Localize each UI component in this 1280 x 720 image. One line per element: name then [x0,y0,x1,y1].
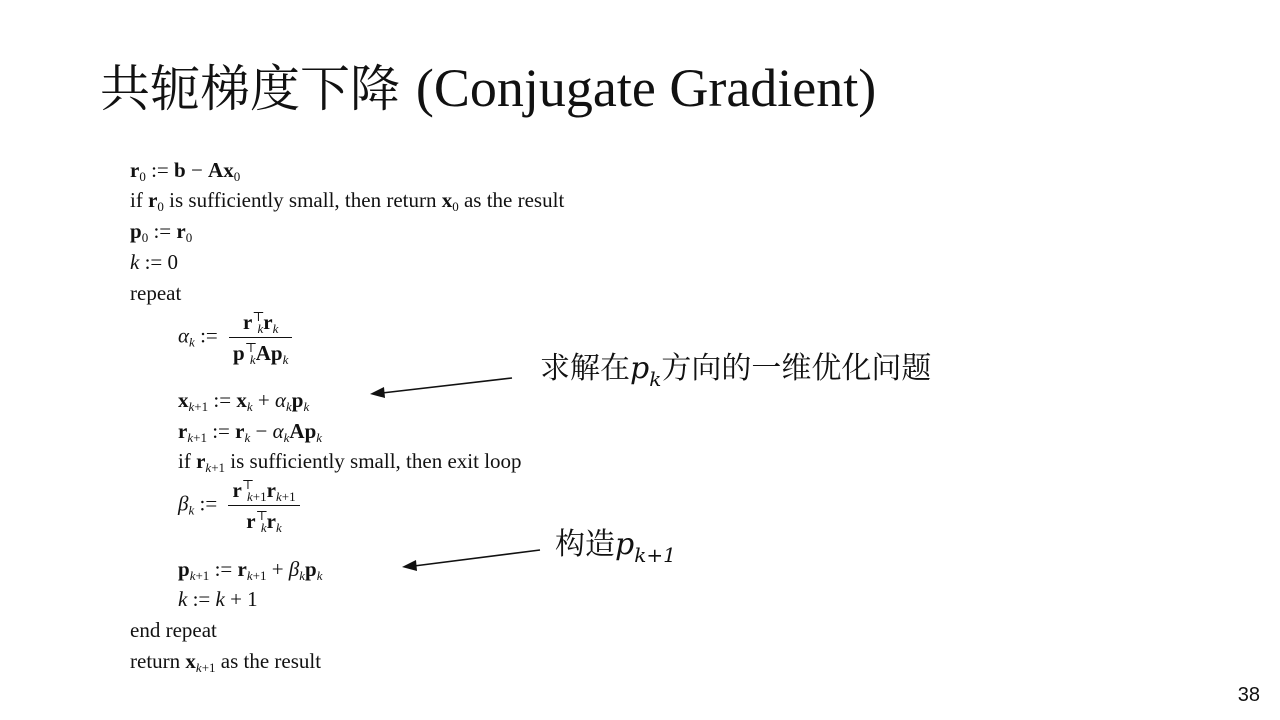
as-result-text: as the result [458,188,565,212]
note1-var: p [630,351,650,386]
if-keyword: if [178,449,197,473]
note1-suffix: 方向的一维优化问题 [661,351,932,386]
note2-sub: k+1 [634,543,676,567]
line-k-init: k := 0 [130,250,179,274]
line-x-update: $x_{k+1}$ := $x_k + \alpha_kp_k$ [178,388,310,414]
line-return: return $x_{k+1}$ as the result [130,649,322,675]
note1-sub: k [649,367,662,391]
line-beta: $\beta_k$ := $\frac{r^⊤_{k+1}r_{k+1}}{r^⊤_kr_k}$ [178,478,300,533]
arrow-to-p-update [402,550,540,571]
line-k-increment: k := k + 1 [178,587,258,611]
line-repeat: repeat [130,281,182,305]
arrow-to-x-update [370,378,512,398]
then-return-text: is sufficiently small, then return [163,188,442,212]
note2-var: p [615,527,635,562]
alpha-fraction: $\frac{r^⊤_kr_k}{p^⊤_kAp_k}$ [229,310,292,365]
as-result-text: as the result [215,649,322,673]
line-check-r: if $r_{k+1}$ is sufficiently small, then exit loop [178,449,522,475]
line-p-update: $p_{k+1}$ := $r_{k+1} + \beta_kp_k$ [178,557,323,583]
if-keyword: if [130,188,149,212]
line-p0-init: $p_0$ := $r_0$ [130,219,193,245]
note2-prefix: 构造 [555,527,615,562]
page-number: 38 [1237,684,1260,706]
line-r0-init: $r_0$ := $b - Ax_0$ [130,158,241,184]
line-check-r0: if $r_0$ is sufficiently small, then return $x_0$ as the result [130,188,565,214]
beta-fraction: $\frac{r^⊤_{k+1}r_{k+1}}{r^⊤_kr_k}$ [228,478,299,533]
line-alpha: $\alpha_k$ := $\frac{r^⊤_kr_k}{p^⊤_kAp_k}$ [178,310,292,365]
line-end-repeat: end repeat [130,618,217,642]
then-exit-text: is sufficiently small, then exit loop [225,449,522,473]
return-keyword: return [130,649,186,673]
title-english: (Conjugate Gradient) [415,58,877,118]
title-chinese: 共轭梯度下降 [100,60,416,118]
note1-prefix: 求解在 [540,351,630,386]
line-r-update: $r_{k+1}$ := $r_k - \alpha_kAp_k$ [178,419,323,445]
